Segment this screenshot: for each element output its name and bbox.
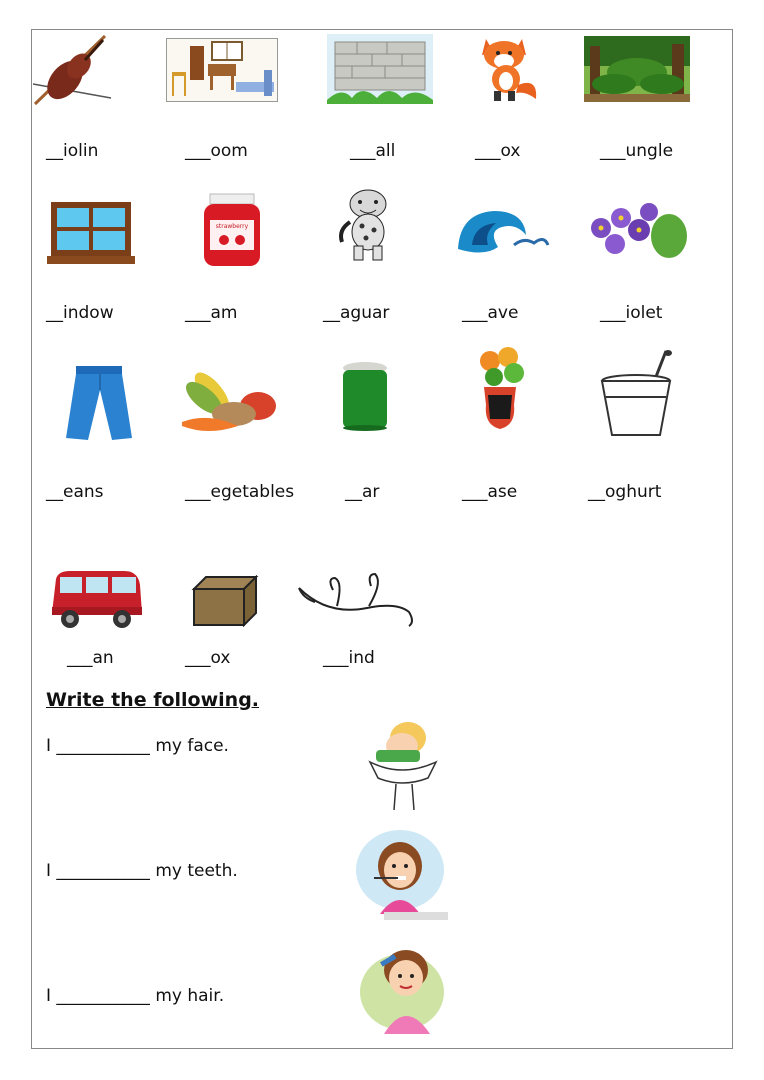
word-jaguar: __aguar [323,303,390,323]
brush-teeth-image [354,830,450,922]
jam-image [200,188,268,270]
violin-image [31,32,113,110]
yoghurt-image [596,347,678,439]
violet-image [577,198,689,268]
word-jeans: __eans [46,482,104,502]
word-window: __indow [46,303,114,323]
word-yoghurt: __oghurt [588,482,662,502]
vase-image [470,345,530,433]
word-violin: __iolin [46,141,99,161]
word-van: ___an [67,648,114,668]
word-vegetables: ___egetables [185,482,295,502]
fox-image [470,33,546,103]
word-wave: ___ave [462,303,519,323]
word-wind: ___ind [323,648,375,668]
jeans-image [62,364,136,444]
word-vase: ___ase [462,482,518,502]
vegetables-image [178,366,278,436]
comb-hair-image [358,940,454,1036]
word-jam: ___am [185,303,238,323]
jaguar-image [330,186,408,262]
wash-face-image [366,716,442,812]
sentence-hair: I ___________ my hair. [46,986,225,1006]
wave-image [454,205,550,261]
wall-image [327,34,433,104]
room-image [166,38,278,102]
word-room: ___oom [185,141,248,161]
sentence-teeth: I ___________ my teeth. [46,861,238,881]
word-fox: ___ox [475,141,521,161]
word-wall: ___all [350,141,396,161]
jam-label: strawberry [215,223,249,230]
jar-image [340,360,390,432]
word-ox: ___ox [185,648,231,668]
box-image [190,575,260,627]
word-violet: ___iolet [600,303,663,323]
word-jar: __ar [345,482,380,502]
sentence-face: I ___________ my face. [46,736,229,756]
wind-image [297,572,421,630]
jungle-image [584,36,690,102]
section-title: Write the following. [46,689,260,711]
van-image [50,567,144,631]
window-image [47,198,135,266]
word-jungle: ___ungle [600,141,674,161]
